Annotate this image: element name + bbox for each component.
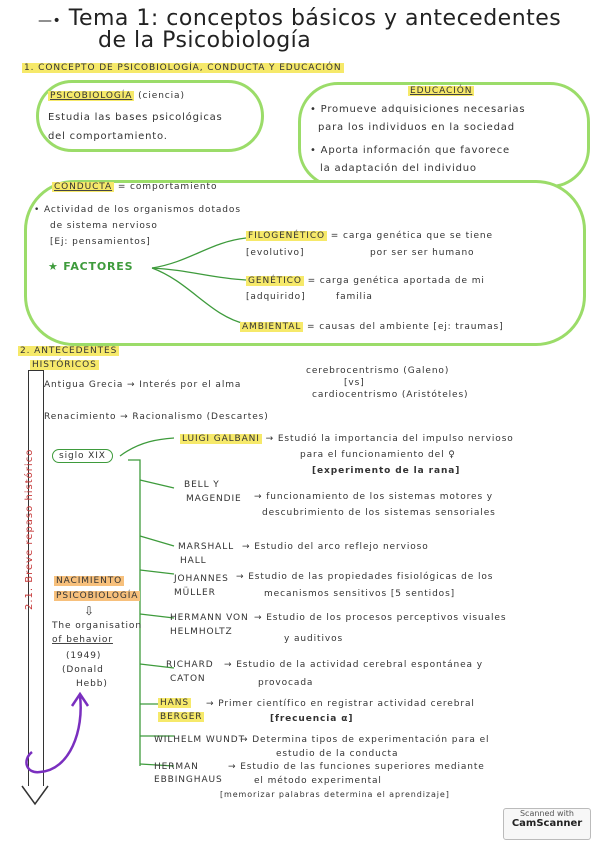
entry-5-text1: → Estudio de la actividad cerebral espontánea y	[224, 660, 483, 670]
f1-text2: por ser ser humano	[370, 248, 475, 258]
f2-label: GENÉTICO	[248, 276, 302, 286]
f1-text1: = carga genética que se tiene	[330, 231, 493, 241]
factor-filogenetico	[246, 231, 493, 241]
section2-heading-2	[30, 360, 99, 370]
entry-galvani	[180, 434, 514, 444]
nacimiento-1	[54, 576, 124, 586]
entry-6-text2: [frecuencia α]	[270, 714, 354, 724]
nacimiento-arrow-icon: ⇩	[84, 604, 95, 618]
entry-4-text1: → Estudio de los procesos perceptivos visuales	[254, 613, 507, 623]
entry-7-name1: WILHELM WUNDT	[154, 735, 246, 745]
section2-heading-1-text: 2. ANTECEDENTES	[20, 346, 118, 356]
entry-5-text2: provocada	[258, 678, 314, 688]
entry-5-name2: CATON	[170, 674, 206, 684]
f2-text2: familia	[336, 292, 373, 302]
entry-8-text3: [memorizar palabras determina el aprendizaje]	[220, 790, 450, 799]
nacimiento-2	[54, 591, 140, 601]
entry-6-name1: HANS	[160, 698, 189, 708]
entry-7-text2: estudio de la conducta	[276, 749, 399, 759]
badge-app-name: CamScanner	[511, 818, 583, 829]
psicobiologia-line2: del comportamiento.	[48, 131, 168, 142]
f1-label: FILOGENÉTICO	[248, 231, 326, 241]
psicobiologia-suffix: (ciencia)	[138, 91, 185, 101]
conducta-suffix: = comportamiento	[117, 182, 218, 192]
entry-8-name2: EBBINGHAUS	[154, 775, 223, 785]
entry-0-text3: [experimento de la rana]	[312, 466, 461, 476]
organisation-3: (1949)	[66, 651, 102, 661]
conducta-l1: • Actividad de los organismos dotados	[34, 205, 241, 215]
entry-0-name: LUIGI GALBANI	[182, 434, 260, 444]
entry-0-text1: → Estudió la importancia del impulso nervioso	[265, 434, 514, 444]
f3-label: AMBIENTAL	[242, 322, 302, 332]
entry-8-text2: el método experimental	[254, 776, 382, 786]
entry-2-name1: MARSHALL	[178, 542, 235, 552]
section2-heading-1	[18, 346, 119, 356]
organisation-4: (Donald	[62, 665, 104, 675]
entry-1-name2: MAGENDIE	[186, 494, 242, 504]
badge-scanned-text: Scanned with	[519, 809, 575, 818]
title-dash: —•	[38, 13, 62, 29]
renacimiento-row: Renacimiento → Racionalismo (Descartes)	[44, 412, 269, 422]
entry-4-text2: y auditivos	[284, 634, 344, 644]
factores-label: ★ FACTORES	[48, 260, 134, 273]
entry-5-name1: RICHARD	[166, 660, 214, 670]
siglo-xix: siglo XIX	[52, 449, 113, 463]
entry-6-name2: BERGER	[160, 712, 203, 722]
entry-1-name1: BELL Y	[184, 480, 220, 490]
conducta-label-row	[52, 182, 217, 192]
section1-heading-text: 1. CONCEPTO DE PSICOBIOLOGÍA, CONDUCTA Y EDUCACIÓN	[24, 63, 342, 73]
entry-4-name2: HELMHOLTZ	[170, 627, 233, 637]
psicobiologia-line1: Estudia las bases psicológicas	[48, 112, 223, 123]
entry-1-text1: → funcionamiento de los sistemas motores y	[254, 492, 494, 502]
entry-6-text1: → Primer científico en registrar actividad cerebral	[206, 699, 475, 709]
organisation-5: Hebb)	[76, 679, 108, 689]
nacimiento-1-text: NACIMIENTO	[56, 576, 123, 586]
f2-text1: = carga genética aportada de mi	[307, 276, 485, 286]
entry-2-name2: HALL	[180, 556, 207, 566]
entry-3-text1: → Estudio de las propiedades fisiológicas de los	[236, 572, 494, 582]
f2-sub: [adquirido]	[246, 292, 306, 302]
educacion-label: EDUCACIÓN	[410, 86, 473, 96]
conducta-l2: de sistema nervioso	[50, 221, 158, 231]
entry-8-text1: → Estudio de las funciones superiores mediante	[228, 762, 485, 772]
entry-7-text1: → Determina tipos de experimentación para el	[240, 735, 490, 745]
timeline-vertical-label: 2.1. Breve repaso histórico	[24, 448, 35, 610]
nacimiento-2-text: PSICOBIOLOGÍA	[56, 591, 139, 601]
f1-sub: [evolutivo]	[246, 248, 305, 258]
entry-3-name1: JOHANNES	[174, 574, 229, 584]
factor-genetico	[246, 276, 485, 286]
entry-6-name2-wrap	[158, 712, 204, 722]
f3-text: = causas del ambiente [ej: traumas]	[307, 322, 504, 332]
entry-6-name1-wrap	[158, 698, 191, 708]
section2-heading-2-text: HISTÓRICOS	[32, 360, 97, 370]
section1-heading	[22, 63, 344, 73]
cerebrocentrismo: cerebrocentrismo (Galeno)	[306, 366, 450, 376]
educacion-b2-l1: • Aporta información que favorece	[310, 145, 510, 156]
siglo-branches	[100, 436, 180, 776]
cardiocentrismo: cardiocentrismo (Aristóteles)	[312, 390, 469, 400]
purple-arrow-icon	[20, 690, 100, 790]
vs-label: [vs]	[344, 378, 365, 388]
entry-2-text1: → Estudio del arco reflejo nervioso	[242, 542, 429, 552]
title-line-2: de la Psicobiología	[98, 28, 312, 53]
entry-3-text2: mecanismos sensitivos [5 sentidos]	[264, 589, 456, 599]
organisation-2: of behavior	[52, 635, 113, 645]
entry-0-text2: para el funcionamiento del ♀	[300, 450, 456, 460]
factores-branches	[150, 232, 250, 332]
educacion-b1-l1: • Promueve adquisiciones necesarias	[310, 104, 526, 115]
organisation-1: The organisation	[52, 621, 142, 631]
conducta-l3: [Ej: pensamientos]	[50, 237, 151, 247]
entry-1-text2: descubrimiento de los sistemas sensoriales	[262, 508, 496, 518]
title-text-1: Tema 1: conceptos básicos y antecedentes	[68, 6, 562, 31]
factor-ambiental	[240, 322, 504, 332]
educacion-label-wrap	[408, 86, 474, 96]
psicobiologia-label-row	[48, 91, 185, 101]
educacion-b2-l2: la adaptación del individuo	[320, 163, 477, 174]
conducta-label: CONDUCTA	[54, 182, 113, 192]
psicobiologia-label: PSICOBIOLOGÍA	[50, 91, 133, 101]
entry-4-name1: HERMANN VON	[170, 613, 249, 623]
camscanner-badge	[503, 808, 591, 840]
entry-3-name2: MÜLLER	[174, 588, 216, 598]
entry-8-name1: HERMAN	[154, 762, 199, 772]
grecia-row: Antigua Grecia → Interés por el alma	[44, 380, 242, 390]
educacion-b1-l2: para los individuos en la sociedad	[318, 122, 515, 133]
